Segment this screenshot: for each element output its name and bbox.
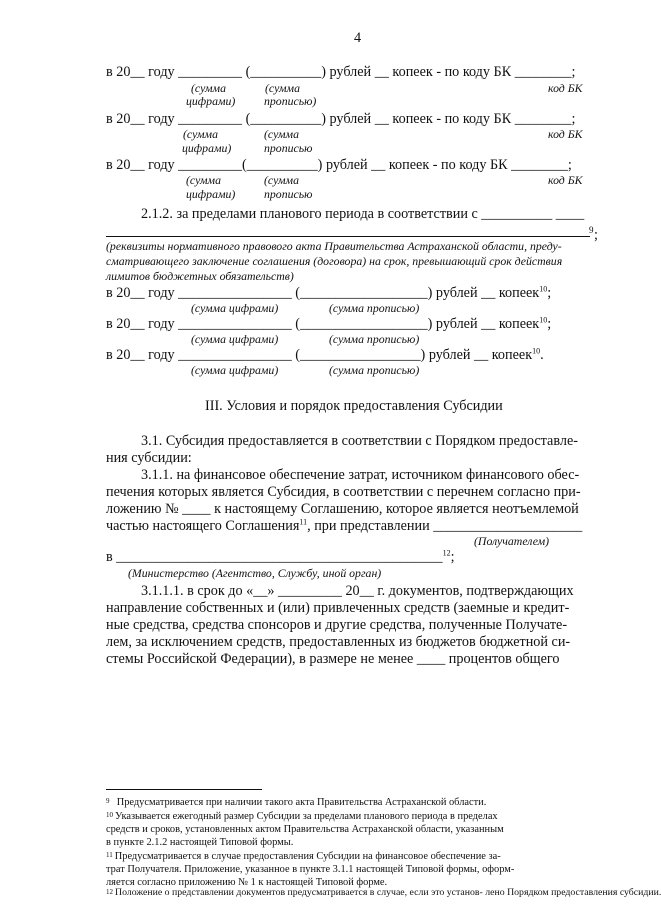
to-line: в ______________________________________________$^{12}$; <box>106 548 455 565</box>
footnote-ref-9: 9 <box>589 225 594 235</box>
para-3-1-1-line: частью настоящего Соглашения$^{11}$, при представлении _____________________ <box>106 517 583 534</box>
year-line-2: в 20__ году _________ (__________) рублей __ копеек - по коду БК ________; <box>106 111 576 127</box>
requisites-note-line: сматривающего заключение соглашения (договора) на срок, превышающий срок действия <box>106 254 563 268</box>
section-title: III. Условия и порядок предоставления Субсидии <box>205 398 503 414</box>
caption-sum-words: (сумма <box>265 81 300 95</box>
caption-sum-words: (сумма <box>264 173 299 187</box>
para-3-1-line: ния субсидии: <box>106 450 192 466</box>
footnote-ref-12: 12 <box>442 548 451 558</box>
caption-sum-digits: (сумма <box>186 173 221 187</box>
underline-requisites <box>106 236 590 237</box>
caption-sum-digits: (сумма цифрами) <box>191 363 279 377</box>
semicolon: ; <box>594 227 598 243</box>
page-number: 4 <box>354 30 362 46</box>
caption-sum-words: прописью <box>264 187 313 201</box>
para-3-1-1-1-line: стемы Российской Федерации), в размере не менее ____ процентов общего <box>106 651 560 667</box>
caption-sum-words: (сумма <box>264 127 299 141</box>
para-3-1-1-1-line: лем, за исключением средств, предоставленных из бюджетов бюджетной си- <box>106 634 571 650</box>
caption-kbk: код БК <box>548 127 583 141</box>
year-line-5: в 20__ году ________________ (__________________) рублей __ копеек$^{10}$; <box>106 315 552 332</box>
footnote-10-line: в пункте 2.1.2 настоящей Типовой формы. <box>106 837 294 848</box>
clause-2-1-2: 2.1.2. за пределами планового периода в соответствии с __________ ____ <box>141 206 585 222</box>
footnote-10: $^{10}$ Указывается ежегодный размер Субсидии за пределами планового периода в пределах <box>106 811 498 822</box>
para-3-1-line: 3.1. Субсидия предоставляется в соответствии с Порядком предоставле- <box>141 433 578 449</box>
year-line-6: в 20__ году ________________ (_________________) рублей __ копеек$^{10}$. <box>106 346 544 363</box>
year-line-1: в 20__ году _________ (__________) рублей __ копеек - по коду БК ________; <box>106 64 576 80</box>
para-3-1-1-line: печения которых является Субсидия, в соответствии с перечнем согласно при- <box>106 484 581 500</box>
footnote-ref-11: 11 <box>299 517 308 527</box>
para-3-1-1-1-line: направление собственных и (или) привлеченных средств (заемные и кредит- <box>106 600 570 616</box>
caption-sum-words: прописью) <box>264 94 317 108</box>
requisites-note-line: (реквизиты нормативного правового акта Правительства Астраханской области, преду- <box>106 239 562 253</box>
caption-sum-digits: (сумма цифрами) <box>191 332 279 346</box>
caption-sum-words: прописью <box>264 141 313 155</box>
caption-sum-digits: цифрами) <box>186 187 236 201</box>
para-3-1-1-line: ложению № ____ к настоящему Соглашению, которое является неотъемлемой <box>106 501 579 517</box>
caption-sum-digits: цифрами) <box>182 141 232 155</box>
caption-recipient: (Получателем) <box>474 534 550 548</box>
caption-kbk: код БК <box>548 81 583 95</box>
caption-sum-digits: (сумма цифрами) <box>191 301 279 315</box>
caption-sum-words: (сумма прописью) <box>329 301 420 315</box>
footnote-separator <box>106 789 262 790</box>
caption-sum-digits: (сумма <box>191 81 226 95</box>
caption-sum-words: (сумма прописью) <box>329 363 420 377</box>
footnote-11: $^{11}$ Предусматривается в случае предоставления Субсидии на финансовое обеспечение за- <box>106 851 501 862</box>
caption-sum-words: (сумма прописью) <box>329 332 420 346</box>
requisites-note-line: лимитов бюджетных обязательств) <box>106 269 294 283</box>
footnote-11-line: трат Получателя. Приложение, указанное в пункте 3.1.1 настоящей Типовой формы, оформ- <box>106 864 515 875</box>
caption-sum-digits: цифрами) <box>186 94 236 108</box>
footnote-9: $^9$ Предусматривается при наличии такого акта Правительства Астраханской области. <box>106 797 487 808</box>
year-line-4: в 20__ году ________________ (__________________) рублей __ копеек$^{10}$; <box>106 284 552 301</box>
footnote-10-line: средств и сроков, установленных актом Правительства Астраханской области, указанным <box>106 824 504 835</box>
para-3-1-1-line: 3.1.1. на финансовое обеспечение затрат, источником финансового обес- <box>141 467 580 483</box>
year-line-3: в 20__ году _________(__________) рублей __ копеек - по коду БК ________; <box>106 157 572 173</box>
caption-kbk: код БК <box>548 173 583 187</box>
footnote-12: $^{12}$ Положение о представлении документов предусматривается в случае, если это установ- лено Порядком предоставления субсидии. <box>106 887 661 898</box>
para-3-1-1-1-line: ные средства, средства спонсоров и другие средства, полученные Получате- <box>106 617 568 633</box>
para-3-1-1-1-line: 3.1.1.1. в срок до «__» _________ 20__ г. документов, подтверждающих <box>141 583 574 599</box>
caption-ministry: (Министерство (Агентство, Службу, иной орган) <box>128 566 382 580</box>
footnote-11-line: ляется согласно приложению № 1 к настоящей Типовой форме. <box>106 877 388 888</box>
caption-sum-digits: (сумма <box>183 127 218 141</box>
